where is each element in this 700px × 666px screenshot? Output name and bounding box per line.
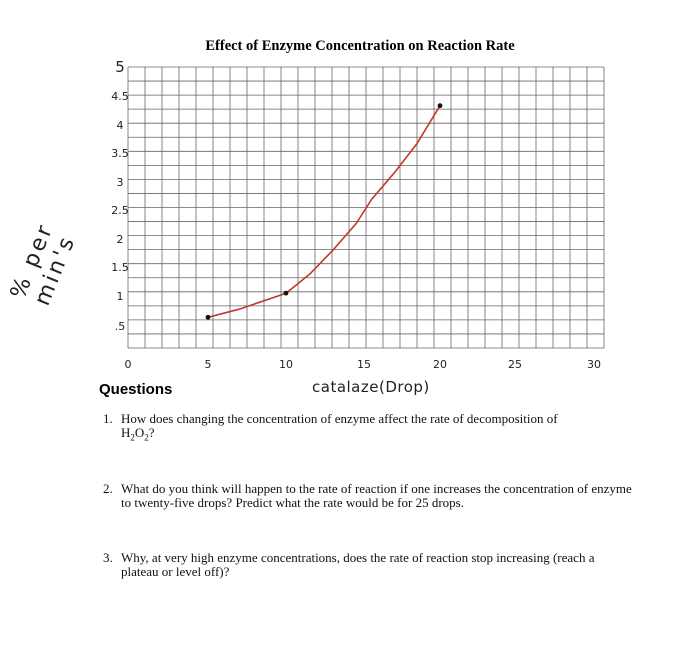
question-text: Why, at very high enzyme concentrations, does the rate of reaction stop increasing (reach a plateau or level off)?: [121, 550, 595, 579]
x-tick-label: 15: [357, 358, 371, 371]
y-axis-label: % per min's: [5, 219, 81, 310]
question-text: What do you think will happen to the rate of reaction if one increases the concentration of enzyme to twenty-five drops? Predict what the rate would be for 25 drops.: [121, 481, 632, 510]
y-tick-label: 5: [115, 58, 125, 76]
x-tick-label: 30: [587, 358, 601, 371]
x-tick-label: 25: [508, 358, 522, 371]
question-number: 2.: [103, 481, 113, 496]
chart-title: Effect of Enzyme Concentration on Reaction Rate: [205, 38, 515, 54]
x-tick-label: 5: [204, 358, 212, 371]
x-tick-labels: [125, 358, 602, 371]
x-axis-label: catalaze(Drop): [312, 378, 430, 396]
data-point: [206, 315, 211, 320]
question-3: [103, 551, 633, 579]
y-tick-label: 3: [116, 176, 124, 189]
questions-heading: Questions: [99, 381, 173, 398]
y-tick-label: 4.5: [111, 90, 129, 103]
x-tick-label: 10: [279, 358, 293, 371]
y-tick-label: 4: [116, 119, 124, 132]
data-point: [284, 291, 289, 296]
question-text: How does changing the concentration of enzyme affect the rate of decomposition of $H_2O_2$?: [121, 411, 558, 443]
y-tick-label: .5: [114, 320, 126, 333]
question-2: [103, 482, 633, 510]
x-tick-label: 0: [124, 358, 132, 371]
y-tick-label: 2.5: [111, 204, 129, 217]
y-tick-label: 3.5: [111, 147, 129, 160]
question-1: [103, 412, 633, 445]
question-number: 3.: [103, 550, 113, 565]
y-tick-label: 1.5: [111, 261, 129, 274]
y-tick-labels: [111, 58, 129, 333]
y-tick-label: 1: [116, 290, 124, 303]
data-point: [438, 103, 443, 108]
x-tick-label: 20: [433, 358, 447, 371]
data-series: [206, 103, 443, 319]
h2o2-formula: $H_2O_2$?: [121, 425, 155, 443]
y-tick-label: 2: [116, 233, 124, 246]
question-number: 1.: [103, 411, 113, 426]
